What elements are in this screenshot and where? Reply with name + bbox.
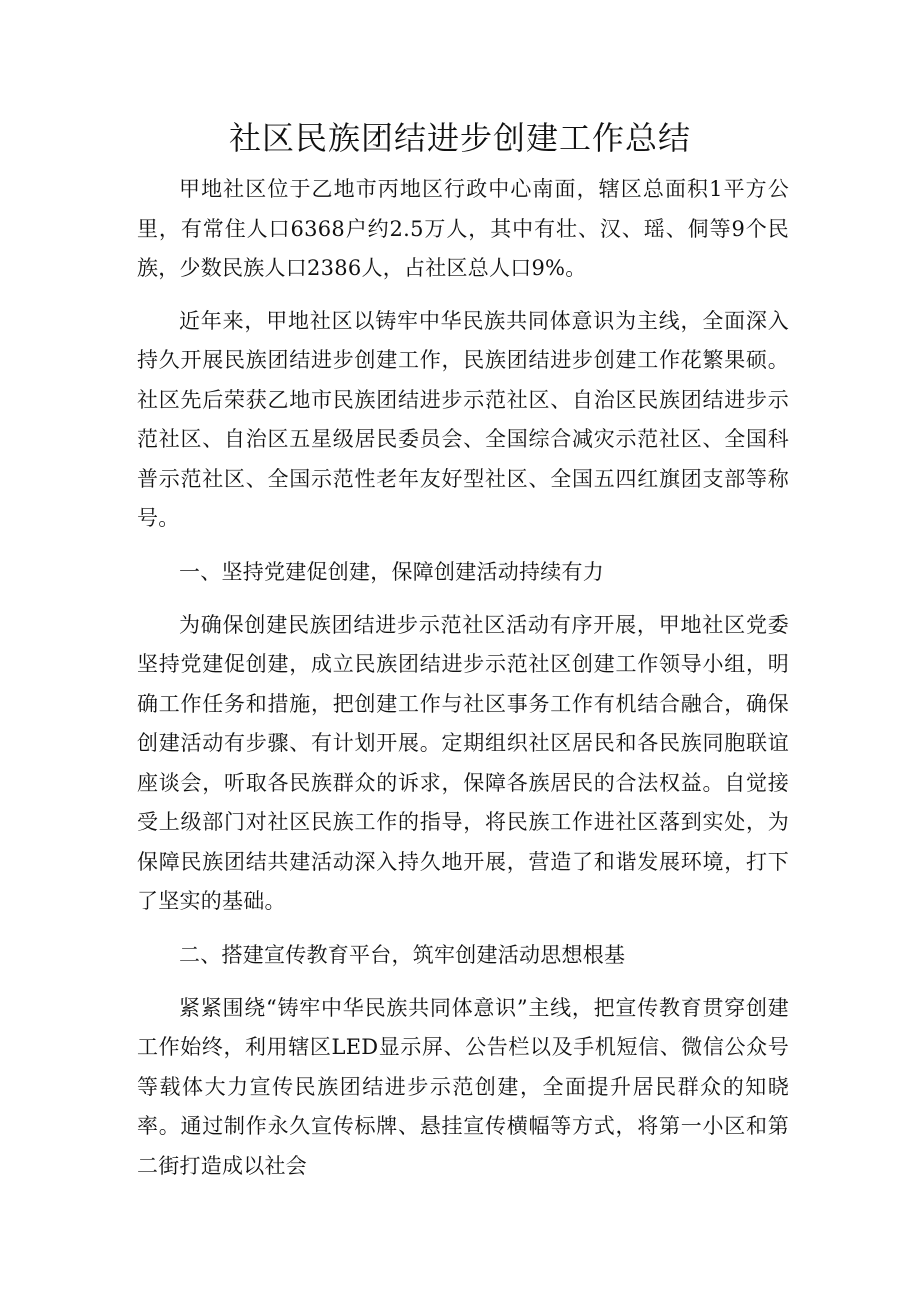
document-title: 社区民族团结进步创建工作总结	[228, 119, 691, 157]
section-paragraph-2: 紧紧围绕“铸牢中华民族共同体意识”主线，把宣传教育贯穿创建工作始终，利用辖区LED显示屏、公告栏以及手机短信、微信公众号等载体大力宣传民族团结进步示范创建，全面提升居民群众的知晓率。通过制作永久宣传标牌、悬挂宣传横幅等方式，将第一小区和第二街打造成以社会	[137, 995, 789, 1178]
paragraph-achievements: 近年来，甲地社区以铸牢中华民族共同体意识为主线，全面深入持久开展民族团结进步创建工作，民族团结进步创建工作花繁果硕。社区先后荣获乙地市民族团结进步示范社区、自治区民族团结进步示范社区、自治区五星级居民委员会、全国综合减灾示范社区、全国科普示范社区、全国示范性老年友好型社区、全国五四红旗团支部等称号。	[137, 308, 789, 530]
section-paragraph-1: 为确保创建民族团结进步示范社区活动有序开展，甲地社区党委坚持党建促创建，成立民族团结进步示范社区创建工作领导小组，明确工作任务和措施，把创建工作与社区事务工作有机结合融合，确保创建活动有步骤、有计划开展。定期组织社区居民和各民族同胞联谊座谈会，听取各民族群众的诉求，保障各族居民的合法权益。自觉接受上级部门对社区民族工作的指导，将民族工作进社区落到实处，为保障民族团结共建活动深入持久地开展，营造了和谐发展环境，打下了坚实的基础。	[137, 612, 789, 913]
section-heading-2: 二、搭建宣传教育平台，筑牢创建活动思想根基	[179, 942, 626, 967]
document-body	[137, 170, 789, 1199]
paragraph-intro: 甲地社区位于乙地市丙地区行政中心南面，辖区总面积1平方公里，有常住人口6368户约2.5万人，其中有壮、汉、瑶、侗等9个民族，少数民族人口2386人，占社区总人口9%。	[137, 177, 789, 280]
section-heading-1: 一、坚持党建促创建，保障创建活动持续有力	[179, 559, 604, 584]
